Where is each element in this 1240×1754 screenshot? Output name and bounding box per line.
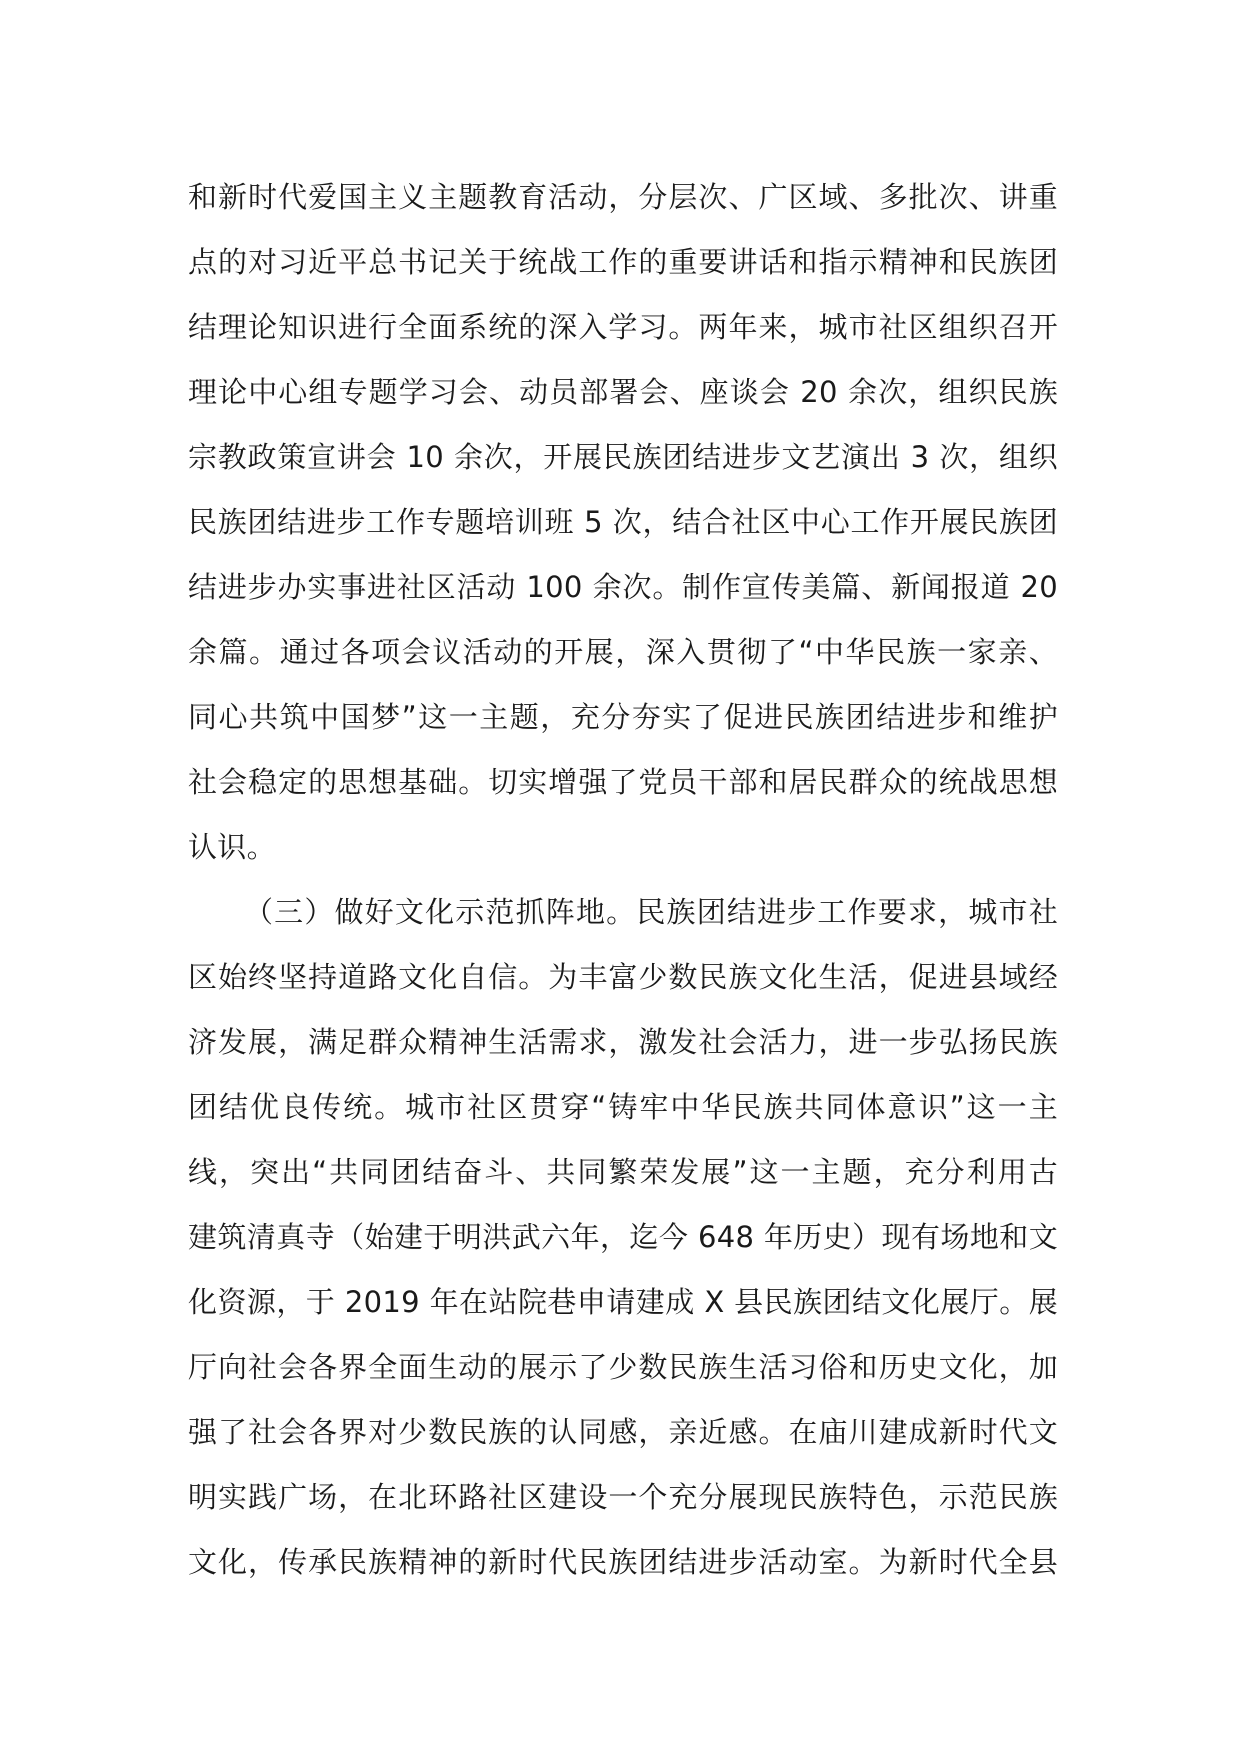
text-line: 同心共筑中国梦”这一主题，充分夯实了促进民族团结进步和维护 [188, 700, 1058, 734]
text-line: 明实践广场，在北环路社区建设一个充分展现民族特色，示范民族 [188, 1480, 1058, 1514]
text-line: 民族团结进步工作专题培训班 5 次，结合社区中心工作开展民族团 [188, 505, 1058, 539]
text-line: 团结优良传统。城市社区贯穿“铸牢中华民族共同体意识”这一主 [188, 1090, 1058, 1124]
text-line: 文化，传承民族精神的新时代民族团结进步活动室。为新时代全县 [188, 1545, 1058, 1579]
text-line: 化资源，于 2019 年在站院巷申请建成 X 县民族团结文化展厅。展 [188, 1285, 1058, 1319]
text-line: 济发展，满足群众精神生活需求，激发社会活力，进一步弘扬民族 [188, 1025, 1058, 1059]
text-line: 区始终坚持道路文化自信。为丰富少数民族文化生活，促进县域经 [188, 960, 1058, 994]
text-line: 宗教政策宣讲会 10 余次，开展民族团结进步文艺演出 3 次，组织 [188, 440, 1058, 474]
text-line: 结理论知识进行全面系统的深入学习。两年来，城市社区组织召开 [188, 310, 1058, 344]
text-line: 点的对习近平总书记关于统战工作的重要讲话和指示精神和民族团 [188, 245, 1058, 279]
text-line: 建筑清真寺（始建于明洪武六年，迄今 648 年历史）现有场地和文 [188, 1220, 1058, 1254]
text-line: 和新时代爱国主义主题教育活动，分层次、广区域、多批次、讲重 [188, 180, 1058, 214]
body-text [188, 165, 1058, 1595]
text-line: 余篇。通过各项会议活动的开展，深入贯彻了“中华民族一家亲、 [188, 635, 1058, 669]
text-line: 强了社会各界对少数民族的认同感，亲近感。在庙川建成新时代文 [188, 1415, 1058, 1449]
text-line: 结进步办实事进社区活动 100 余次。制作宣传美篇、新闻报道 20 [188, 570, 1058, 604]
text-line: 理论中心组专题学习会、动员部署会、座谈会 20 余次，组织民族 [188, 375, 1058, 409]
section-heading-line: （三）做好文化示范抓阵地。民族团结进步工作要求，城市社 [244, 895, 1058, 929]
text-line: 厅向社会各界全面生动的展示了少数民族生活习俗和历史文化，加 [188, 1350, 1058, 1384]
text-line: 社会稳定的思想基础。切实增强了党员干部和居民群众的统战思想 [188, 765, 1058, 799]
text-line: 线，突出“共同团结奋斗、共同繁荣发展”这一主题，充分利用古 [188, 1155, 1058, 1189]
text-line: 认识。 [188, 830, 276, 864]
